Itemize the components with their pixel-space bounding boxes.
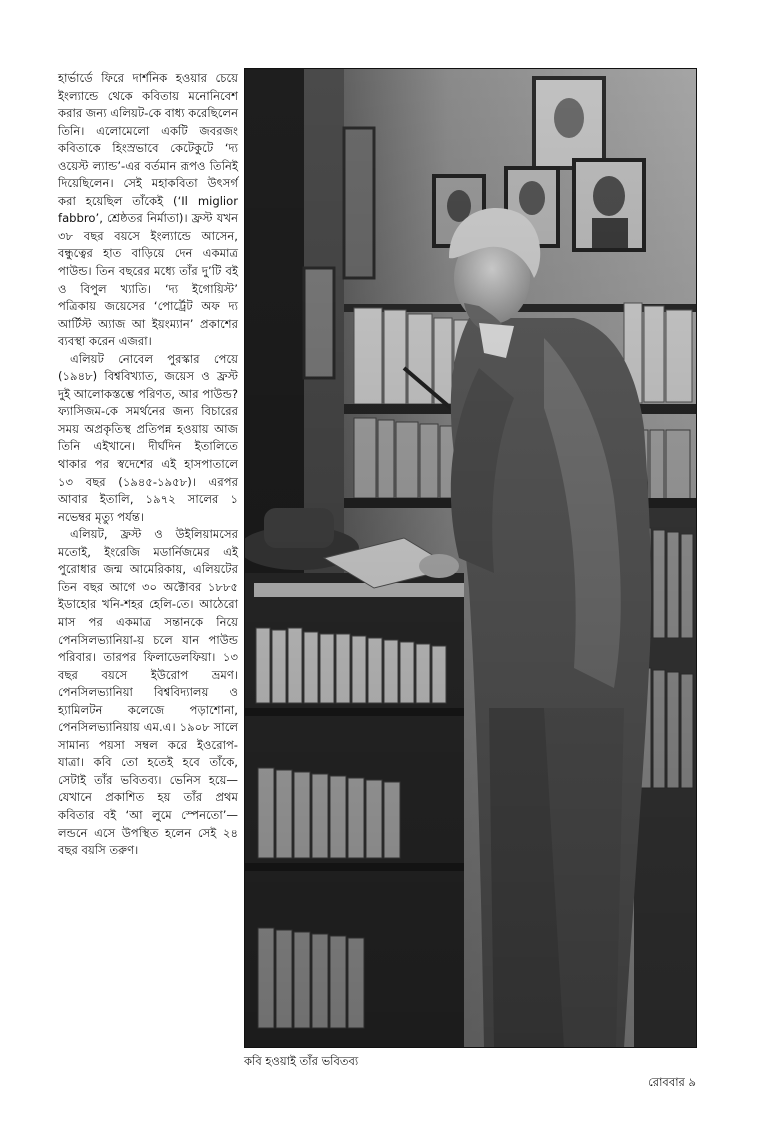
article-paragraph-1: হার্ভার্ডে ফিরে দার্শনিক হওয়ার চেয়ে ইংল্যান্ডে থেকে কবিতায় মনোনিবেশ করার জন্য এলিয়ট-কে বাধ্য করেছিলেন তিনি। এলোমেলো একটি জবরজং কবিতাকে হিংস্রভাবে কেটেকুটে ‘দ্য ওয়েস্ট ল্যান্ড’-এর বর্তমান রূপও তিনিই দিয়েছিলেন। সেই মহাকবিতা উৎসর্গ করা হয়েছিল তাঁকেই (‘Il miglior fabbro’, শ্রেষ্ঠতর নির্মাতা)। ফ্রস্ট যখন ৩৮ বছর বয়সে ইংল্যান্ডে আসেন, বন্ধুত্বের হাত বাড়িয়ে দেন একমাত্র পাউন্ড। তিন বছরের মধ্যে তাঁর দু’টি বই ও বিপুল খ্যাতি। ‘দ্য ইগোয়িস্ট’ পত্রিকায় জয়েসের ‘পোর্ট্রেট অফ দ্য আর্টিস্ট অ্যাজ আ ইয়ংম্যান’ প্রকাশের ব্যবস্থা করেন এজরা।	[58, 71, 238, 349]
article-paragraph-3: এলিয়ট, ফ্রস্ট ও উইলিয়ামসের মতোই, ইংরেজি মডার্নিজমের এই পুরোধার জন্ম আমেরিকায়, এলিয়টের তিন বছর আগে ৩০ অক্টোবর ১৮৮৫ ইডাহোর খনি-শহর হেলি-তে। আঠেরো মাস পর একমাত্র সন্তানকে নিয়ে পেনসিলভ্যানিয়া-য় চলে যান পাউন্ড পরিবার। তারপর ফিলাডেলফিয়া। ১৩ বছর বয়সে ইউরোপ ভ্রমণ। পেনসিলভ্যানিয়া বিশ্ববিদ্যালয় ও হ্যামিলটন কলেজে পড়াশোনা, পেনসিলভ্যানিয়ায় এম.এ। ১৯০৮ সালে সামান্য পয়সা সম্বল করে ইওরোপ-যাত্রা। কবি তো হতেই হবে তাঁকে, সেটাই তাঁর ভবিতব্য। ভেনিস হয়ে—যেখানে প্রকাশিত হয় তাঁর প্রথম কবিতার বই ‘আ লুমে স্পেনতো’—লন্ডনে এসে উপস্থিত হলেন সেই ২৪ বছর বয়সি তরুণ।	[58, 527, 238, 858]
photo-caption: কবি হওয়াই তাঁর ভবিতব্য	[244, 1054, 359, 1068]
article-paragraph-2: এলিয়ট নোবেল পুরস্কার পেয়ে (১৯৪৮) বিশ্ববিখ্যাত, জয়েস ও ফ্রস্ট দুই আলোকস্তম্ভে পরিণত, আর পাউন্ড? ফ্যাসিজম-কে সমর্থনের জন্য বিচারের সময় অপ্রকৃতিস্থ প্রতিপন্ন হওয়ায় আজ তিনি এইখানে। দীর্ঘদিন ইতালিতে থাকার পর স্বদেশের এই হাসপাতালে ১৩ বছর (১৯৪৫-১৯৫৮)। এরপর আবার ইতালি, ১৯৭২ সালের ১ নভেম্বর মৃত্যু পর্যন্ত।	[58, 351, 238, 524]
poet-in-library-photo	[244, 68, 697, 1048]
page-folio: রোববার ৯	[648, 1075, 696, 1089]
article-body	[58, 70, 238, 860]
photo-illustration	[244, 68, 697, 1048]
